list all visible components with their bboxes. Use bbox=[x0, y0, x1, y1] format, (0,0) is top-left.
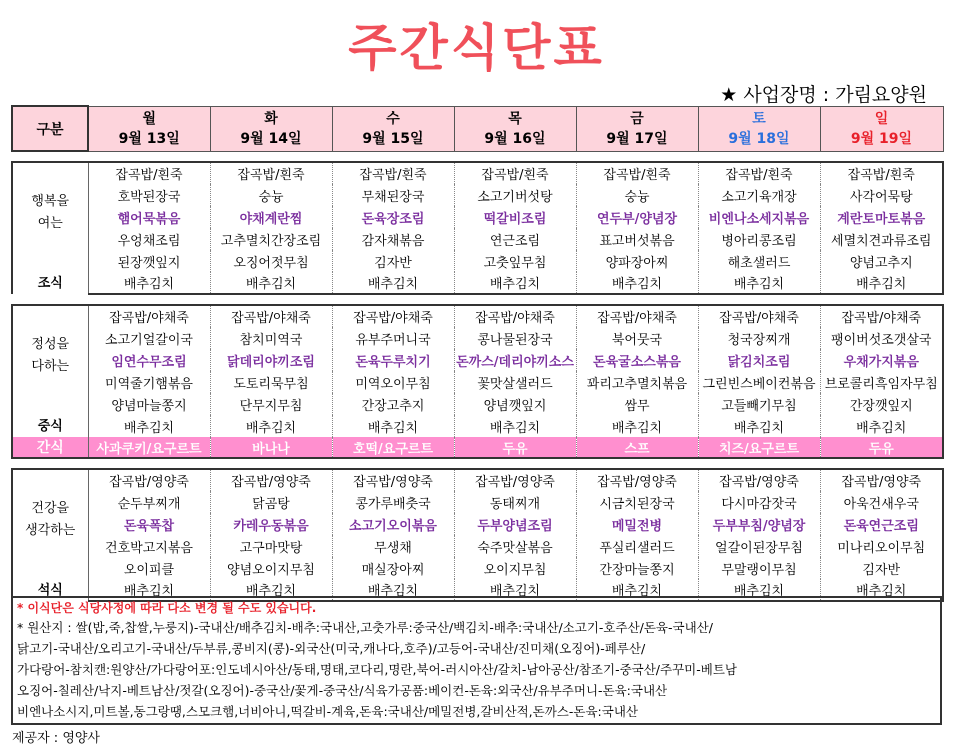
day-header bbox=[454, 106, 576, 151]
day-date: 9월 18일 bbox=[728, 130, 790, 147]
day-header bbox=[820, 106, 943, 151]
day-header bbox=[332, 106, 454, 151]
section-label-line: 여는 bbox=[37, 215, 63, 231]
menu-item: 무말랭이무침 bbox=[698, 557, 820, 579]
section-gap bbox=[12, 294, 943, 305]
menu-item: 잡곡밥/야채죽 bbox=[454, 305, 576, 327]
menu-row bbox=[12, 184, 943, 206]
menu-item: 세멸치견과류조림 bbox=[820, 228, 943, 250]
menu-item: 잡곡밥/야채죽 bbox=[576, 305, 698, 327]
menu-item: 꽃맛살샐러드 bbox=[454, 371, 576, 393]
notes-box bbox=[11, 596, 942, 725]
menu-item: 잡곡밥/영양죽 bbox=[698, 469, 820, 491]
menu-item: 배추김치 bbox=[698, 415, 820, 437]
menu-item: 다시마감잣국 bbox=[698, 491, 820, 513]
section-gap bbox=[12, 458, 943, 469]
menu-item: 잡곡밥/야채죽 bbox=[698, 305, 820, 327]
breakfast-label bbox=[12, 162, 88, 294]
day-name: 일 bbox=[874, 110, 889, 127]
menu-item: 미역줄기햄볶음 bbox=[88, 371, 210, 393]
menu-item: 시금치된장국 bbox=[576, 491, 698, 513]
menu-item: 두부부침/양념장 bbox=[698, 513, 820, 535]
menu-row bbox=[12, 162, 943, 184]
section-label-line: 생각하는 bbox=[25, 522, 76, 538]
menu-item: 우엉채조림 bbox=[88, 228, 210, 250]
snack-label: 간식 bbox=[12, 437, 88, 458]
menu-item: 숭늉 bbox=[576, 184, 698, 206]
menu-item: 배추김치 bbox=[576, 272, 698, 294]
menu-item: 꽈리고추멸치볶음 bbox=[576, 371, 698, 393]
menu-item: 떡갈비조림 bbox=[454, 206, 576, 228]
day-name: 목 bbox=[508, 110, 522, 127]
meal-label: 조식 bbox=[37, 275, 63, 291]
snack-item: 두유 bbox=[454, 437, 576, 458]
menu-item: 배추김치 bbox=[332, 415, 454, 437]
origin-line: 가다랑어-참치캔:원양산/가다랑어포:인도네시아산/동태,명태,코다리,명란,북어-러시아산/갈치-남아공산/참조기-중국산/주꾸미-베트남 bbox=[17, 662, 737, 677]
origin-line: 비엔나소시지,미트볼,동그랑땡,스모크햄,너비아니,떡갈비-계육,돈육:국내산/메밀전병,갈비산적,돈까스-돈육:국내산 bbox=[17, 704, 638, 719]
menu-item: 미나리오이무침 bbox=[820, 535, 943, 557]
menu-item: 배추김치 bbox=[88, 579, 210, 601]
menu-row bbox=[12, 371, 943, 393]
menu-item: 소고기버섯탕 bbox=[454, 184, 576, 206]
menu-item: 고들빼기무침 bbox=[698, 393, 820, 415]
menu-item: 병아리콩조림 bbox=[698, 228, 820, 250]
menu-item: 배추김치 bbox=[820, 415, 943, 437]
menu-item: 돈육굴소스볶음 bbox=[576, 349, 698, 371]
origin-line: * 원산지 : 쌀(밥,죽,찹쌀,누룽지)-국내산/배추김치-배추:국내산,고춧가루:중국산/백김치-배추:국내산/소고기-호주산/돈육-국내산/ bbox=[17, 620, 713, 635]
day-date: 9월 13일 bbox=[118, 130, 180, 147]
menu-item: 참치미역국 bbox=[210, 327, 332, 349]
menu-item: 매실장아찌 bbox=[332, 557, 454, 579]
menu-item: 간장깻잎지 bbox=[820, 393, 943, 415]
menu-item: 오이지무침 bbox=[454, 557, 576, 579]
menu-row bbox=[12, 305, 943, 327]
day-date: 9월 14일 bbox=[240, 130, 302, 147]
menu-row bbox=[12, 535, 943, 557]
menu-row bbox=[12, 393, 943, 415]
menu-item: 우채가지볶음 bbox=[820, 349, 943, 371]
menu-item: 그린빈스베이컨볶음 bbox=[698, 371, 820, 393]
day-header bbox=[210, 106, 332, 151]
day-name: 화 bbox=[264, 110, 278, 127]
menu-item: 사각어묵탕 bbox=[820, 184, 943, 206]
menu-item: 배추김치 bbox=[454, 579, 576, 601]
menu-item: 김자반 bbox=[820, 557, 943, 579]
menu-item: 잡곡밥/야채죽 bbox=[88, 305, 210, 327]
page-title: 주간식단표 bbox=[348, 19, 605, 77]
menu-item: 카레우동볶음 bbox=[210, 513, 332, 535]
menu-item: 김자반 bbox=[332, 250, 454, 272]
snack-item: 치즈/요구르트 bbox=[698, 437, 820, 458]
menu-item: 닭김치조림 bbox=[698, 349, 820, 371]
menu-item: 소고기오이볶음 bbox=[332, 513, 454, 535]
menu-item: 야채계란찜 bbox=[210, 206, 332, 228]
menu-item: 동태찌개 bbox=[454, 491, 576, 513]
snack-item: 스프 bbox=[576, 437, 698, 458]
day-header bbox=[576, 106, 698, 151]
section-label-line: 다하는 bbox=[31, 358, 70, 374]
menu-item: 계란토마토볶음 bbox=[820, 206, 943, 228]
menu-item: 양념고추지 bbox=[820, 250, 943, 272]
menu-item: 임연수무조림 bbox=[88, 349, 210, 371]
menu-item: 된장깻잎지 bbox=[88, 250, 210, 272]
snack-row bbox=[12, 437, 943, 458]
menu-item: 단무지무침 bbox=[210, 393, 332, 415]
menu-item: 배추김치 bbox=[820, 579, 943, 601]
menu-item: 고추멸치간장조림 bbox=[210, 228, 332, 250]
menu-item: 팽이버섯조갯살국 bbox=[820, 327, 943, 349]
menu-item: 북어뭇국 bbox=[576, 327, 698, 349]
menu-item: 양념마늘쫑지 bbox=[88, 393, 210, 415]
workplace-label: ★ 사업장명 : 가림요양원 bbox=[720, 84, 927, 106]
menu-item: 호박된장국 bbox=[88, 184, 210, 206]
menu-item: 연근조림 bbox=[454, 228, 576, 250]
day-header bbox=[698, 106, 820, 151]
menu-item: 배추김치 bbox=[454, 415, 576, 437]
day-date: 9월 19일 bbox=[850, 130, 913, 147]
snack-item: 바나나 bbox=[210, 437, 332, 458]
menu-row bbox=[12, 469, 943, 491]
menu-item: 콩나물된장국 bbox=[454, 327, 576, 349]
menu-item: 간장마늘쫑지 bbox=[576, 557, 698, 579]
menu-item: 잡곡밥/흰죽 bbox=[332, 162, 454, 184]
menu-item: 잡곡밥/영양죽 bbox=[332, 469, 454, 491]
menu-item: 양파장아찌 bbox=[576, 250, 698, 272]
menu-item: 배추김치 bbox=[820, 272, 943, 294]
day-name: 수 bbox=[386, 110, 400, 127]
menu-row bbox=[12, 557, 943, 579]
origin-line: 오징어-칠레산/낙지-베트남산/젓갈(오징어)-중국산/꽃게-중국산/식육가공품:베이컨-돈육:외국산/유부주머니-돈육:국내산 bbox=[17, 683, 668, 698]
menu-item: 소고기얼갈이국 bbox=[88, 327, 210, 349]
menu-item: 아욱건새우국 bbox=[820, 491, 943, 513]
menu-item: 오징어젓무침 bbox=[210, 250, 332, 272]
menu-item: 배추김치 bbox=[332, 579, 454, 601]
header-row bbox=[12, 106, 943, 151]
menu-item: 쌈무 bbox=[576, 393, 698, 415]
menu-item: 잡곡밥/영양죽 bbox=[454, 469, 576, 491]
menu-item: 잡곡밥/야채죽 bbox=[210, 305, 332, 327]
menu-row bbox=[12, 206, 943, 228]
menu-item: 도토리묵무침 bbox=[210, 371, 332, 393]
menu-item: 양념오이지무침 bbox=[210, 557, 332, 579]
menu-item: 잡곡밥/야채죽 bbox=[820, 305, 943, 327]
menu-item: 돈육두루치기 bbox=[332, 349, 454, 371]
menu-item: 숙주맛살볶음 bbox=[454, 535, 576, 557]
menu-item: 숭늉 bbox=[210, 184, 332, 206]
menu-item: 배추김치 bbox=[88, 272, 210, 294]
menu-item: 돈까스/데리야끼소스 bbox=[454, 349, 576, 371]
menu-row bbox=[12, 491, 943, 513]
menu-item: 순두부찌개 bbox=[88, 491, 210, 513]
snack-item: 호떡/요구르트 bbox=[332, 437, 454, 458]
origin-line: 닭고기-국내산/오리고기-국내산/두부류,콩비지(콩)-외국산(미국,캐나다,호주)/고등어-국내산/진미채(오징어)-페루산/ bbox=[17, 641, 646, 656]
menu-item: 비엔나소세지볶음 bbox=[698, 206, 820, 228]
menu-row bbox=[12, 250, 943, 272]
day-date: 9월 16일 bbox=[484, 130, 546, 147]
menu-item: 잡곡밥/흰죽 bbox=[698, 162, 820, 184]
menu-item: 잡곡밥/흰죽 bbox=[820, 162, 943, 184]
menu-item: 잡곡밥/영양죽 bbox=[88, 469, 210, 491]
meal-label: 석식 bbox=[37, 582, 63, 598]
day-name: 월 bbox=[142, 110, 157, 127]
menu-item: 감자채볶음 bbox=[332, 228, 454, 250]
menu-row bbox=[12, 228, 943, 250]
menu-item: 배추김치 bbox=[88, 415, 210, 437]
menu-item: 잡곡밥/야채죽 bbox=[332, 305, 454, 327]
day-header bbox=[88, 106, 210, 151]
meal-label: 중식 bbox=[37, 418, 63, 434]
menu-item: 잡곡밥/영양죽 bbox=[210, 469, 332, 491]
menu-item: 고춧잎무침 bbox=[454, 250, 576, 272]
menu-item: 배추김치 bbox=[210, 579, 332, 601]
menu-item: 햄어묵볶음 bbox=[88, 206, 210, 228]
snack-item: 두유 bbox=[820, 437, 943, 458]
menu-item: 청국장찌개 bbox=[698, 327, 820, 349]
menu-row bbox=[12, 327, 943, 349]
menu-item: 고구마맛탕 bbox=[210, 535, 332, 557]
menu-item: 양념깻잎지 bbox=[454, 393, 576, 415]
menu-item: 간장고추지 bbox=[332, 393, 454, 415]
day-name: 금 bbox=[630, 110, 644, 127]
menu-item: 얼갈이된장무침 bbox=[698, 535, 820, 557]
menu-item: 잡곡밥/흰죽 bbox=[88, 162, 210, 184]
menu-item: 돈육장조림 bbox=[332, 206, 454, 228]
section-label-line: 건강을 bbox=[31, 500, 70, 516]
menu-item: 배추김치 bbox=[576, 579, 698, 601]
section-gap bbox=[12, 151, 943, 162]
menu-item: 잡곡밥/흰죽 bbox=[210, 162, 332, 184]
menu-item: 무생채 bbox=[332, 535, 454, 557]
lunch-label bbox=[12, 305, 88, 437]
menu-item: 건호박고지볶음 bbox=[88, 535, 210, 557]
menu-item: 푸실리샐러드 bbox=[576, 535, 698, 557]
menu-item: 배추김치 bbox=[576, 415, 698, 437]
menu-item: 배추김치 bbox=[332, 272, 454, 294]
menu-item: 오이피클 bbox=[88, 557, 210, 579]
change-warning: * 이식단은 식당사정에 따라 다소 변경 될 수도 있습니다. bbox=[17, 601, 317, 615]
menu-item: 배추김치 bbox=[210, 415, 332, 437]
menu-item: 소고기육개장 bbox=[698, 184, 820, 206]
day-date: 9월 17일 bbox=[606, 130, 668, 147]
provider-label: 제공자 : 영양사 bbox=[12, 731, 100, 746]
menu-item: 배추김치 bbox=[210, 272, 332, 294]
weekly-menu-table bbox=[11, 105, 944, 602]
menu-item: 닭곰탕 bbox=[210, 491, 332, 513]
menu-item: 유부주머니국 bbox=[332, 327, 454, 349]
menu-item: 브로콜리흑임자무침 bbox=[820, 371, 943, 393]
menu-item: 메밀전병 bbox=[576, 513, 698, 535]
menu-item: 연두부/양념장 bbox=[576, 206, 698, 228]
menu-item: 잡곡밥/영양죽 bbox=[576, 469, 698, 491]
menu-item: 배추김치 bbox=[454, 272, 576, 294]
menu-item: 돈육연근조림 bbox=[820, 513, 943, 535]
menu-item: 배추김치 bbox=[698, 272, 820, 294]
day-name: 토 bbox=[752, 110, 766, 127]
menu-item: 무채된장국 bbox=[332, 184, 454, 206]
menu-row bbox=[12, 272, 943, 294]
menu-row bbox=[12, 513, 943, 535]
menu-item: 잡곡밥/영양죽 bbox=[820, 469, 943, 491]
snack-item: 사과쿠키/요구르트 bbox=[88, 437, 210, 458]
gubun-header: 구분 bbox=[12, 106, 88, 151]
dinner-label bbox=[12, 469, 88, 601]
menu-item: 미역오이무침 bbox=[332, 371, 454, 393]
menu-item: 잡곡밥/흰죽 bbox=[576, 162, 698, 184]
menu-row bbox=[12, 415, 943, 437]
menu-item: 닭데리야끼조림 bbox=[210, 349, 332, 371]
section-label-line: 정성을 bbox=[31, 336, 70, 352]
section-label-line: 행복을 bbox=[31, 193, 70, 209]
menu-item: 돈육폭찹 bbox=[88, 513, 210, 535]
menu-item: 잡곡밥/흰죽 bbox=[454, 162, 576, 184]
menu-item: 콩가루배춧국 bbox=[332, 491, 454, 513]
menu-item: 표고버섯볶음 bbox=[576, 228, 698, 250]
menu-item: 해초샐러드 bbox=[698, 250, 820, 272]
menu-item: 두부양념조림 bbox=[454, 513, 576, 535]
day-date: 9월 15일 bbox=[362, 130, 424, 147]
menu-row bbox=[12, 349, 943, 371]
menu-item: 배추김치 bbox=[698, 579, 820, 601]
